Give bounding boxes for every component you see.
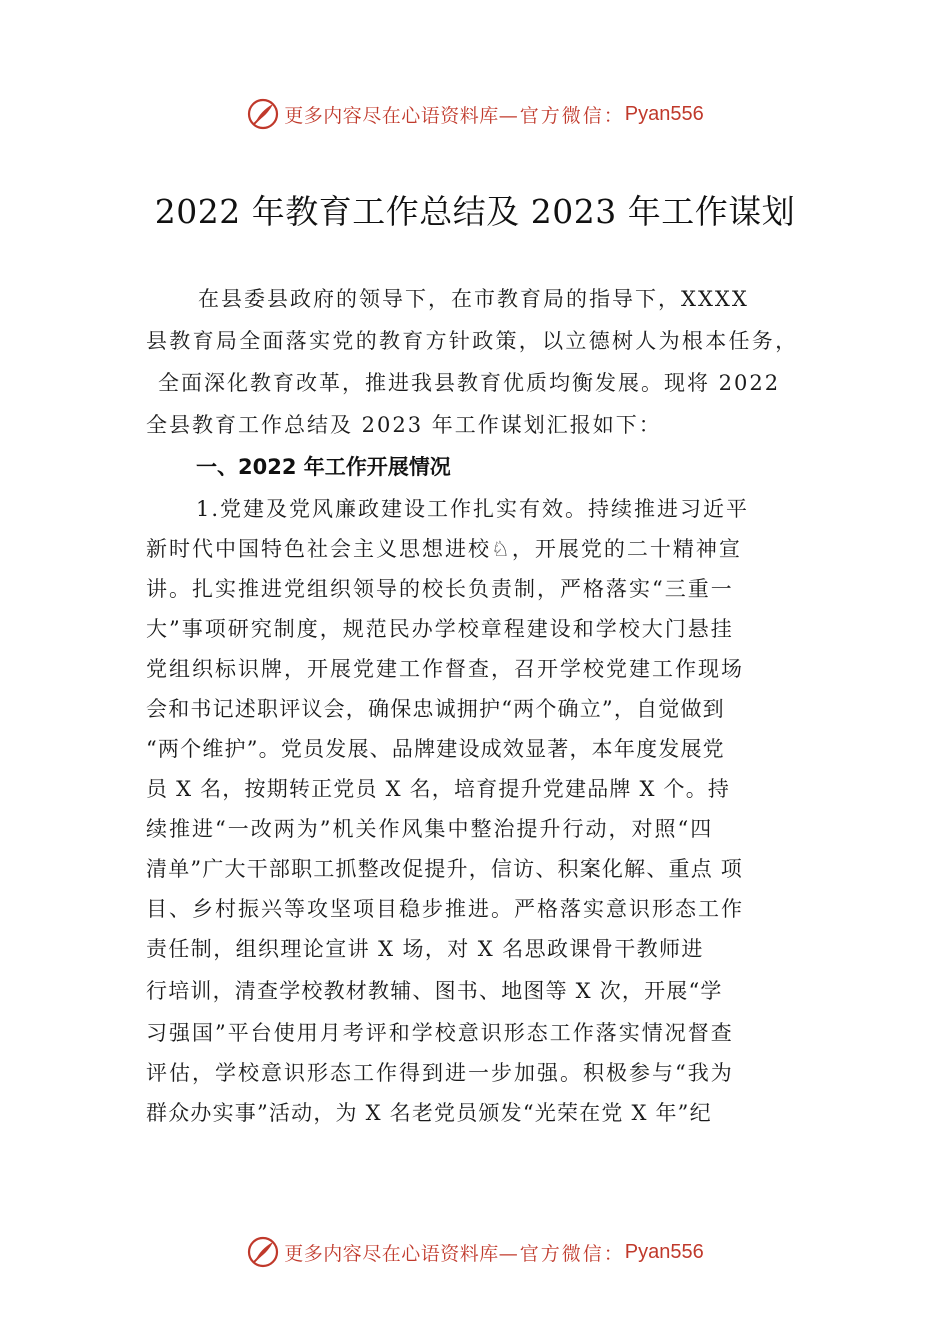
- body-line: 全面深化教育改革，推进我县教育优质均衡发展。现将 2022: [158, 371, 781, 395]
- header-watermark: [0, 94, 950, 134]
- body-line: 员 X 名，按期转正党员 X 名，培育提升党建品牌 X 个。持: [146, 777, 731, 801]
- body-line: 会和书记述职评议会，确保忠诚拥护“两个确立”，自觉做到: [146, 697, 725, 721]
- body-line: 新时代中国特色社会主义思想进校♘，开展党的二十精神宣: [146, 537, 742, 561]
- body-line: 大”事项研究制度，规范民办学校章程建设和学校大门悬挂: [146, 617, 734, 641]
- watermark-brand-text: 更多内容尽在心语资料库: [284, 1242, 499, 1265]
- body-line: 续推进“一改两为”机关作风集中整治提升行动，对照“四: [146, 817, 714, 841]
- watermark-wechat-label: —官方微信：: [498, 1242, 625, 1265]
- document-title: 2022 年教育工作总结及 2023 年工作谋划: [154, 192, 796, 231]
- body-line: 全县教育工作总结及 2023 年工作谋划汇报如下：: [146, 413, 662, 437]
- body-line: “两个维护”。党员发展、品牌建设成效显著，本年度发展党: [146, 737, 725, 761]
- body-line: 习强国”平台使用月考评和学校意识形态工作落实情况督查: [146, 1021, 734, 1045]
- body-line: 讲。扎实推进党组织领导的校长负责制，严格落实“三重一: [146, 577, 734, 601]
- watermark-brand-text: 更多内容尽在心语资料库: [284, 104, 499, 127]
- watermark-wechat-account: Pyan556: [624, 102, 704, 125]
- body-line: 县教育局全面落实党的教育方针政策，以立德树人为根本任务，: [146, 329, 799, 353]
- body-line: 评估，学校意识形态工作得到进一步加强。积极参与“我为: [146, 1061, 734, 1085]
- section-heading: 一、2022 年工作开展情况: [196, 455, 451, 479]
- body-line: 1.党建及党风廉政建设工作扎实有效。持续推进习近平: [196, 497, 750, 521]
- quill-logo-icon: [246, 97, 280, 131]
- body-line: 群众办实事”活动，为 X 名老党员颁发“光荣在党 X 年”纪: [146, 1101, 712, 1125]
- footer-watermark: [0, 1232, 950, 1272]
- watermark-wechat-account: Pyan556: [624, 1240, 704, 1263]
- body-line: 行培训，清查学校教材教辅、图书、地图等 X 次，开展“学: [146, 979, 723, 1003]
- watermark-wechat-label: —官方微信：: [498, 104, 625, 127]
- body-line: 目、乡村振兴等攻坚项目稳步推进。严格落实意识形态工作: [146, 897, 744, 921]
- body-line: 在县委县政府的领导下，在市教育局的指导下，XXXX: [198, 287, 749, 311]
- body-line: 责任制，组织理论宣讲 X 场，对 X 名思政课骨干教师进: [146, 937, 704, 961]
- body-line: 清单”广大干部职工抓整改促提升，信访、积案化解、重点 项: [146, 857, 744, 881]
- quill-logo-icon: [246, 1235, 280, 1269]
- body-line: 党组织标识牌，开展党建工作督查，召开学校党建工作现场: [146, 657, 744, 681]
